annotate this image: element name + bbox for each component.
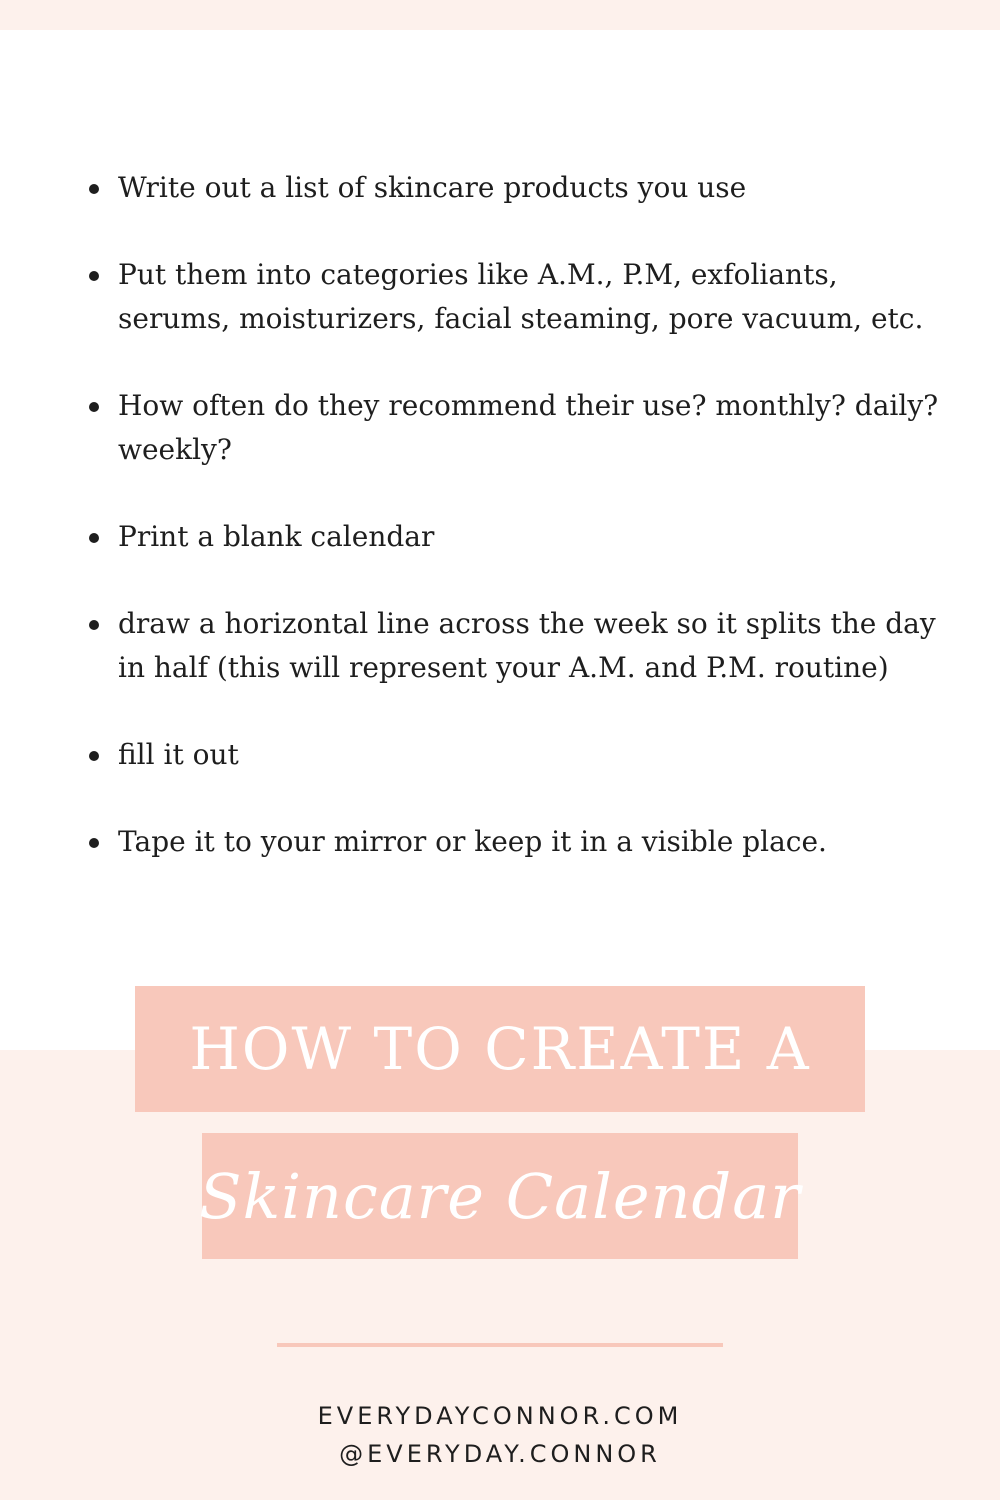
bottom-band (0, 1050, 1000, 1500)
social-handle: @EVERYDAY.CONNOR (339, 1440, 661, 1468)
bullet-icon (89, 620, 99, 630)
bullet-icon (89, 271, 99, 281)
step-text: Put them into categories like A.M., P.M, exfoliants, serums, moisturizers, facial steaming, pore vacuum, etc. (118, 258, 924, 335)
title-banner-bottom (199, 1133, 801, 1259)
step-text: fill it out (118, 738, 239, 771)
bullet-icon (89, 533, 99, 543)
step-item (86, 515, 946, 559)
divider-line (277, 1343, 723, 1347)
step-item (86, 820, 946, 864)
step-text: draw a horizontal line across the week so it splits the day in half (this will represent your A.M. and P.M. routine) (118, 607, 936, 684)
bullet-icon (89, 838, 99, 848)
title-banner-top (135, 986, 865, 1112)
step-text: Print a blank calendar (118, 520, 435, 553)
steps-list (86, 166, 946, 907)
step-item (86, 733, 946, 777)
bullet-icon (89, 184, 99, 194)
step-item (86, 166, 946, 210)
step-item (86, 384, 946, 472)
top-band (0, 0, 1000, 30)
title-line-1: HOW TO CREATE A (189, 1015, 811, 1083)
step-text: Tape it to your mirror or keep it in a visible place. (118, 825, 827, 858)
step-text: How often do they recommend their use? monthly? daily? weekly? (118, 389, 939, 466)
bullet-icon (89, 402, 99, 412)
step-text: Write out a list of skincare products you use (118, 171, 747, 204)
website-url: EVERYDAYCONNOR.COM (317, 1402, 683, 1430)
step-item (86, 602, 946, 690)
bullet-icon (89, 751, 99, 761)
step-item (86, 253, 946, 341)
title-line-2: Skincare Calendar (199, 1159, 801, 1233)
